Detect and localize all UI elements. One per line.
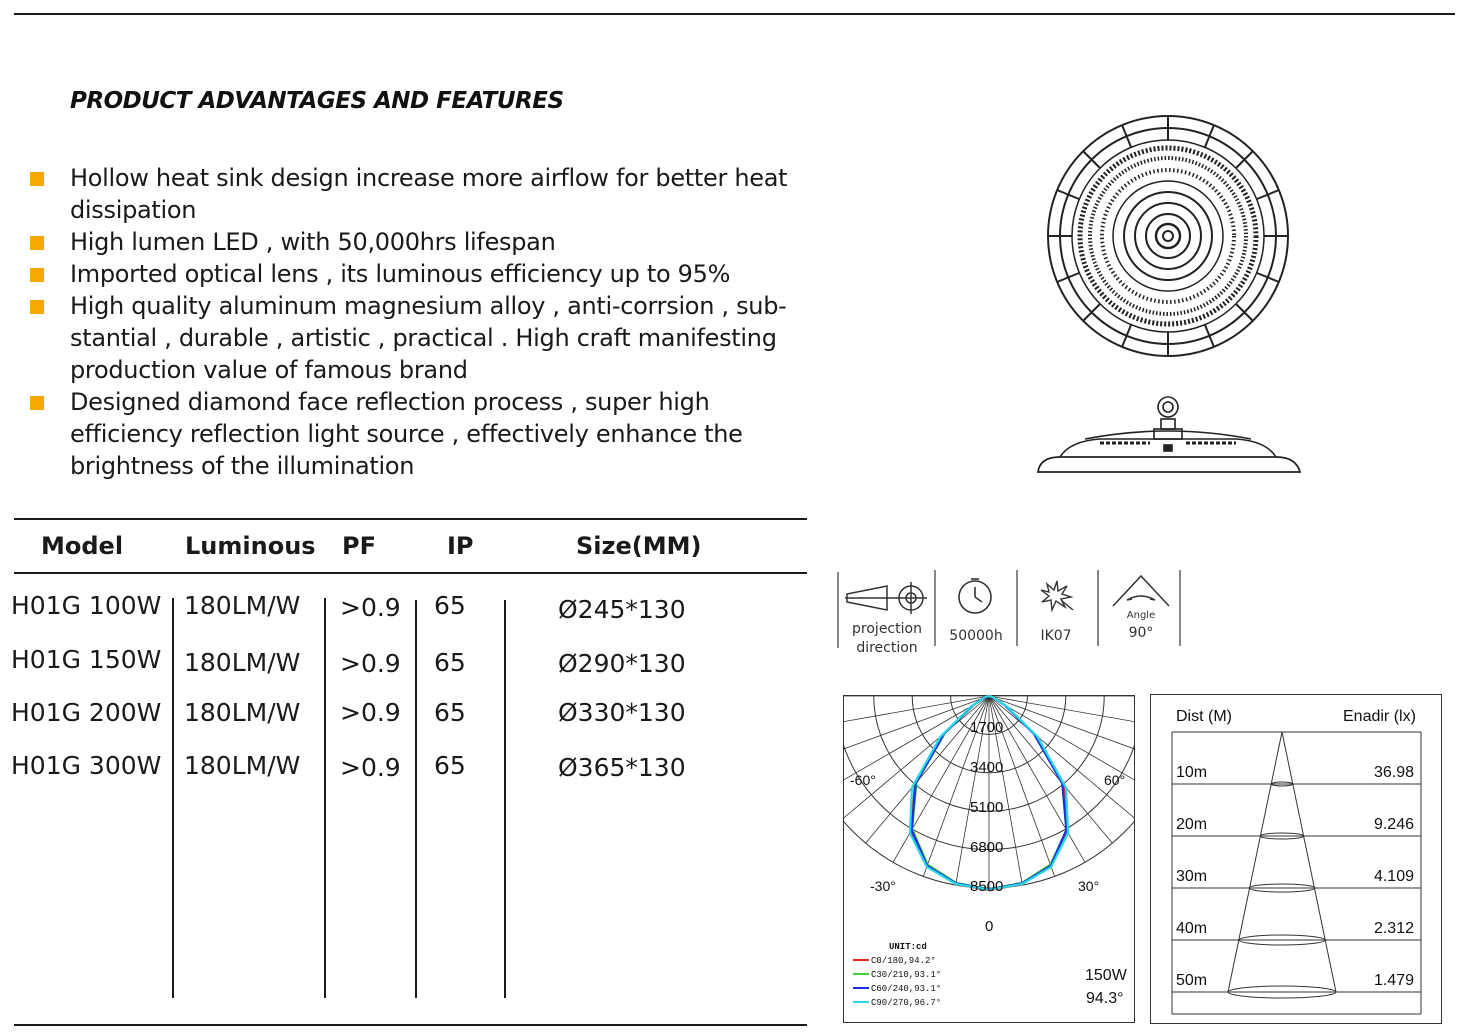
section-title: PRODUCT ADVANTAGES AND FEATURES: [70, 88, 564, 114]
lux-cell: 9.246: [1373, 816, 1414, 833]
feature-text-line: dissipation: [70, 196, 197, 224]
feature-text-line: production value of famous brand: [70, 356, 468, 384]
cell-size: Ø330*130: [558, 698, 686, 727]
clock-icon: [955, 576, 995, 616]
icon-divider: [1016, 570, 1018, 646]
cell-pf: >0.9: [340, 753, 401, 782]
dist-cell: 50m: [1176, 972, 1208, 989]
table-bottom-rule: [14, 1024, 807, 1026]
angle-label: 90°: [1128, 625, 1154, 641]
illuminance-table: [1150, 694, 1442, 1024]
header-ip: IP: [447, 532, 474, 560]
dist-header: Dist (M): [1176, 708, 1232, 725]
cell-size: Ø290*130: [558, 649, 686, 678]
radial-tick-label: 6800: [970, 839, 1004, 856]
column-divider: [172, 598, 174, 998]
bullet-square-icon: [30, 396, 44, 410]
icon-divider: [1179, 570, 1181, 646]
cell-model: H01G 200W: [11, 698, 162, 727]
projection-label-line2: direction: [856, 640, 918, 656]
angle-label-right-60: 60°: [1104, 772, 1126, 788]
feature-text-line: Hollow heat sink design increase more airflow for better heat: [70, 164, 788, 192]
header-pf: PF: [342, 532, 376, 560]
header-model: Model: [41, 532, 124, 560]
cell-size: Ø245*130: [558, 595, 686, 624]
impact-resistance-icon: [1037, 578, 1077, 614]
feature-text-line: High lumen LED , with 50,000hrs lifespan: [70, 228, 556, 256]
lux-cell: 36.98: [1373, 764, 1414, 781]
angle-label-right-30: 30°: [1078, 878, 1100, 894]
icon-divider: [1097, 570, 1099, 646]
feature-item: [30, 386, 820, 482]
legend-label: C90/270,96.7°: [871, 998, 942, 1008]
cell-pf: >0.9: [340, 649, 401, 678]
projection-direction-icon: [845, 578, 931, 618]
radial-tick-label: 1700: [970, 719, 1004, 736]
legend-label: C60/240,93.1°: [871, 984, 942, 994]
column-divider: [324, 598, 326, 998]
polar-chart-svg: [843, 695, 1135, 1023]
angle-label-left-30: -30°: [870, 878, 896, 894]
table-header-rule: [14, 572, 807, 574]
lux-cell: 2.312: [1373, 920, 1414, 937]
cell-ip: 65: [434, 591, 466, 620]
column-divider: [415, 600, 417, 998]
feature-item: [30, 290, 820, 386]
header-size: Size(MM): [576, 532, 702, 560]
beam-angle-value: 94.3°: [1086, 990, 1124, 1007]
polar-unit-label: UNIT:cd: [889, 942, 927, 952]
feature-item: [30, 162, 820, 226]
feature-item: [30, 258, 820, 290]
illuminance-svg: [1150, 694, 1442, 1024]
angle-label-zero: 0: [985, 918, 994, 935]
lux-cell: 1.479: [1373, 972, 1414, 989]
product-drawing: [1030, 105, 1310, 485]
cell-model: H01G 150W: [11, 645, 162, 674]
power-label: 150W: [1085, 967, 1127, 984]
feature-icon-strip: [837, 570, 1187, 660]
bullet-square-icon: [30, 300, 44, 314]
bullet-square-icon: [30, 172, 44, 186]
enadir-header: Enadir (lx): [1343, 708, 1416, 725]
impact-label: IK07: [1040, 628, 1072, 644]
dist-cell: 30m: [1176, 868, 1208, 885]
dist-cell: 10m: [1176, 764, 1208, 781]
cell-model: H01G 300W: [11, 751, 162, 780]
cell-model: H01G 100W: [11, 591, 162, 620]
table-top-rule: [14, 518, 807, 520]
icon-divider: [837, 572, 839, 648]
cell-size: Ø365*130: [558, 753, 686, 782]
radial-tick-label: 8500: [970, 878, 1004, 895]
feature-text-line: Designed diamond face reflection process , super high: [70, 388, 710, 416]
radial-tick-label: 3400: [970, 759, 1004, 776]
polar-chart: [843, 695, 1135, 1023]
feature-text-line: High quality aluminum magnesium alloy , anti-corrsion , sub-: [70, 292, 787, 320]
cell-ip: 65: [434, 698, 466, 727]
column-divider: [504, 600, 506, 998]
dist-cell: 20m: [1176, 816, 1208, 833]
cell-luminous: 180LM/W: [184, 698, 301, 727]
feature-text-line: Imported optical lens , its luminous efficiency up to 95%: [70, 260, 731, 288]
cell-pf: >0.9: [340, 593, 401, 622]
cell-pf: >0.9: [340, 698, 401, 727]
bullet-square-icon: [30, 236, 44, 250]
legend-label: C30/210,93.1°: [871, 970, 942, 980]
feature-text-line: efficiency reflection light source , effectively enhance the: [70, 420, 743, 448]
icon-divider: [934, 570, 936, 646]
angle-label-left-60: -60°: [850, 772, 876, 788]
cell-luminous: 180LM/W: [184, 648, 301, 677]
cell-ip: 65: [434, 751, 466, 780]
cell-luminous: 180LM/W: [184, 751, 301, 780]
cell-ip: 65: [434, 648, 466, 677]
feature-text-line: stantial , durable , artistic , practical . High craft manifesting: [70, 324, 777, 352]
cell-luminous: 180LM/W: [184, 591, 301, 620]
lifespan-label: 50000h: [949, 628, 1003, 644]
top-rule: [14, 13, 1455, 15]
header-luminous: Luminous: [185, 532, 316, 560]
legend-label: C0/180,94.2°: [871, 956, 936, 966]
dist-cell: 40m: [1176, 920, 1208, 937]
feature-text-line: brightness of the illumination: [70, 452, 415, 480]
projection-label-line1: projection: [852, 621, 922, 637]
feature-list: [30, 162, 820, 482]
top-view-drawing: [1048, 116, 1288, 356]
bullet-square-icon: [30, 268, 44, 282]
radial-tick-label: 5100: [970, 799, 1004, 816]
feature-item: [30, 226, 820, 258]
side-view-drawing: [1038, 397, 1300, 472]
angle-small-label: Angle: [1126, 610, 1156, 621]
lux-cell: 4.109: [1373, 868, 1414, 885]
